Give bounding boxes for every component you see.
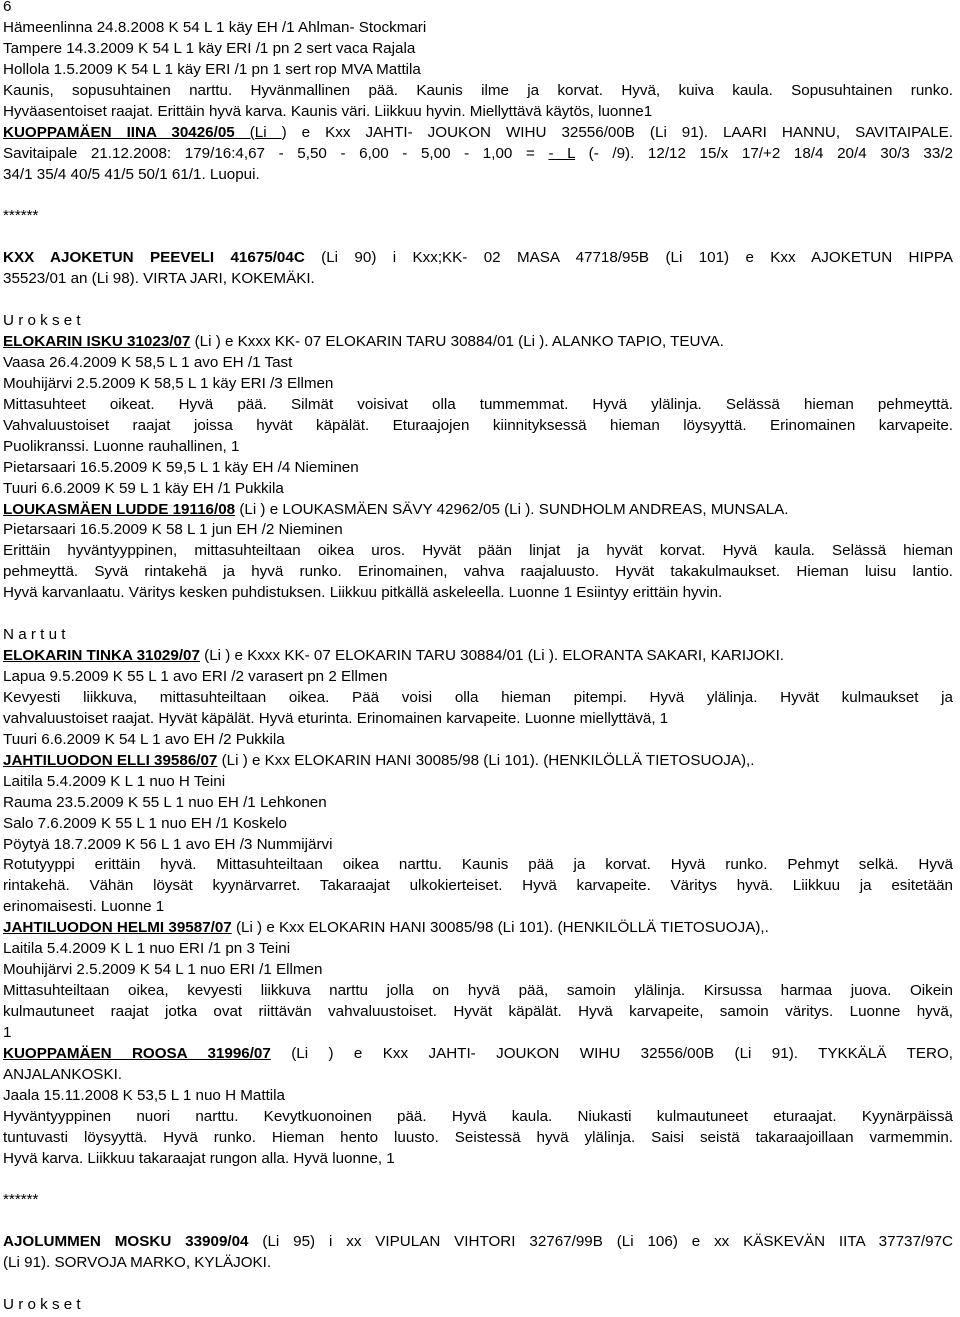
text-segment: erinomaisesti. Luonne 1 — [3, 898, 165, 916]
text-segment: Laitila 5.4.2009 K L 1 nuo ERI /1 pn 3 Teini — [3, 940, 291, 958]
text-segment: (- /9). 12/12 15/x 17/+2 18/4 20/4 30/3 33/2 — [575, 144, 953, 162]
text-line — [3, 1107, 953, 1128]
text-segment: U r o k s e t — [3, 1296, 81, 1314]
text-segment: Savitaipale 21.12.2008: 179/16:4,67 - 5,50 - 6,00 - 5,00 - 1,00 = — [3, 144, 549, 162]
text-line — [3, 458, 953, 479]
blank-line — [3, 604, 953, 625]
text-segment: Hämeenlinna 24.8.2008 K 54 L 1 käy EH /1 Ahlman- Stockmari — [3, 18, 427, 36]
text-segment: (Li ) e Kxx ELOKARIN HANI 30085/98 (Li 101). (HENKILÖLLÄ TIETOSUOJA),. — [217, 751, 755, 769]
blank-line — [3, 185, 953, 206]
text-line — [3, 1128, 953, 1149]
text-line — [3, 18, 953, 39]
text-segment: rintakehä. Vähän löysät kyynärvarret. Takaraajat ulkokierteiset. Hyvä karvapeite. Väritys hyvä. Liikkuu ja esitetään — [3, 877, 953, 895]
text-line — [3, 1044, 953, 1065]
text-line — [3, 479, 953, 500]
text-segment: Kevyesti liikkuva, mittasuhteiltaan oikea. Pää voisi olla hieman pitempi. Hyvä ylälinja. Hyvät kulmaukset ja — [3, 688, 953, 706]
text-line — [3, 269, 953, 290]
text-segment: 6 — [3, 0, 12, 15]
text-line — [3, 981, 953, 1002]
text-segment: 35523/01 an (Li 98). VIRTA JARI, KOKEMÄKI. — [3, 270, 315, 288]
text-line — [3, 60, 953, 81]
text-segment: Vahvaluustoiset raajat joissa hyvät käpälät. Eturaajojen kiinnityksessä hieman löysyyttä. Erinomainen karvapeite. — [3, 416, 953, 434]
dog-name: JAHTILUODON HELMI 39587/07 — [3, 919, 232, 937]
text-segment: Pöytyä 18.7.2009 K 56 L 1 avo EH /3 Nummijärvi — [3, 835, 333, 853]
text-segment: (Li 91). SORVOJA MARKO, KYLÄJOKI. — [3, 1254, 272, 1272]
text-line — [3, 667, 953, 688]
text-line — [3, 855, 953, 876]
dog-name: ELOKARIN TINKA 31029/07 — [3, 647, 200, 665]
text-line — [3, 646, 953, 667]
text-segment: (Li 95) i xx VIPULAN VIHTORI 32767/99B (Li 106) e xx KÄSKEVÄN IITA 37737/97C — [248, 1233, 953, 1251]
document-page — [3, 0, 953, 1316]
text-segment: Puolikranssi. Luonne rauhallinen, 1 — [3, 437, 240, 455]
text-line — [3, 1086, 953, 1107]
text-line — [3, 500, 953, 521]
blank-line — [3, 227, 953, 248]
blank-line — [3, 290, 953, 311]
text-segment: Tuuri 6.6.2009 K 59 L 1 käy EH /1 Pukkila — [3, 479, 284, 497]
text-segment: 1 — [3, 1023, 12, 1041]
text-segment: ANJALANKOSKI. — [3, 1065, 123, 1083]
text-line — [3, 1295, 953, 1316]
text-line — [3, 897, 953, 918]
dog-name: ELOKARIN ISKU 31023/07 — [3, 333, 191, 350]
text-segment: Hyvä karva. Liikkuu takaraajat rungon alla. Hyvä luonne, 1 — [3, 1149, 395, 1167]
text-line — [3, 583, 953, 604]
text-line — [3, 751, 953, 772]
text-line — [3, 1023, 953, 1044]
text-segment: 34/1 35/4 40/5 41/5 50/1 61/1. Luopui. — [3, 165, 260, 183]
text-segment: (Li 90) i Kxx;KK- 02 MASA 47718/95B (Li 101) e Kxx AJOKETUN HIPPA — [304, 249, 953, 267]
text-segment: Hyväasentoiset raajat. Erittäin hyvä karva. Kaunis väri. Liikkuu hyvin. Miellyttävä käytös, luonne1 — [3, 102, 653, 120]
text-line — [3, 730, 953, 751]
text-line — [3, 793, 953, 814]
text-line — [3, 0, 953, 18]
text-segment: Tampere 14.3.2009 K 54 L 1 käy ERI /1 pn 2 sert vaca Rajala — [3, 39, 416, 57]
dog-name: AJOLUMMEN MOSKU 33909/04 — [3, 1233, 249, 1251]
text-line — [3, 144, 953, 165]
text-segment: Jaala 15.11.2008 K 53,5 L 1 nuo H Mattila — [3, 1086, 286, 1104]
text-line — [3, 960, 953, 981]
text-segment: Laitila 5.4.2009 K L 1 nuo H Teini — [3, 772, 226, 790]
blank-line — [3, 1170, 953, 1191]
dog-name: KXX AJOKETUN PEEVELI 41675/04C — [3, 249, 305, 267]
text-line — [3, 520, 953, 541]
text-segment: pehmeyttä. Syvä rintakehä ja hyvä runko. Erinomainen, vahva raajaluusto. Hyvät takakulmaukset. Hieman luisu lantio. — [3, 563, 953, 581]
text-segment: (Li ) e LOUKASMÄEN SÄVY 42962/05 (Li ). SUNDHOLM ANDREAS, MUNSALA. — [235, 500, 789, 518]
text-line — [3, 1253, 953, 1274]
text-line — [3, 835, 953, 856]
text-line — [3, 918, 953, 939]
text-segment: Mittasuhteet oikeat. Hyvä pää. Silmät voisivat olla tummemmat. Hyvä ylälinja. Selässä hieman pehmeyttä. — [3, 395, 953, 413]
dog-name: KUOPPAMÄEN IINA 30426/05 — [3, 123, 235, 141]
text-line — [3, 1065, 953, 1086]
text-segment: Mouhijärvi 2.5.2009 K 54 L 1 nuo ERI /1 Ellmen — [3, 961, 323, 979]
text-segment: vahvaluustoiset raajat. Hyvät käpälät. Hyvä eturinta. Erinomainen karvapeite. Luonne miellyttävä, 1 — [3, 709, 669, 727]
text-line — [3, 1190, 953, 1211]
text-line — [3, 562, 953, 583]
text-line — [3, 102, 953, 123]
text-segment: (Li ) e Kxx ELOKARIN HANI 30085/98 (Li 101). (HENKILÖLLÄ TIETOSUOJA),. — [231, 919, 769, 937]
blank-line — [3, 1274, 953, 1295]
underlined-fragment: (Li — [234, 123, 282, 141]
text-segment: Kaunis, sopusuhtainen narttu. Hyvänmallinen pää. Kaunis ilme ja korvat. Hyvä, kuiva kaula. Sopusuhtainen runko. — [3, 81, 953, 99]
text-segment: Rauma 23.5.2009 K 55 L 1 nuo EH /1 Lehkonen — [3, 793, 327, 811]
text-line — [3, 81, 953, 102]
text-line — [3, 311, 953, 332]
text-line — [3, 1149, 953, 1170]
text-line — [3, 332, 953, 353]
text-segment: Salo 7.6.2009 K 55 L 1 nuo EH /1 Koskelo — [3, 814, 287, 832]
text-line — [3, 248, 953, 269]
text-segment: Mittasuhteiltaan oikea, kevyesti liikkuva narttu jolla on hyvä pää, samoin ylälinja. Kirsussa harmaa juova. Oikein — [3, 982, 953, 1000]
text-segment: Hyväntyyppinen nuori narttu. Kevytkuonoinen pää. Hyvä kaula. Niukasti kulmautuneet eturaajat. Kyynärpäissä — [3, 1107, 953, 1125]
dog-name: LOUKASMÄEN LUDDE 19116/08 — [3, 500, 236, 518]
text-segment: - L — [548, 144, 576, 162]
text-line — [3, 814, 953, 835]
text-fragment: ) e Kxx JAHTI- JOUKON WIHU 32556/00B (Li 91). LAARI HANNU, SAVITAIPALE. — [281, 123, 954, 141]
text-segment: (Li ) e Kxxx KK- 07 ELOKARIN TARU 30884/01 (Li ). ALANKO TAPIO, TEUVA. — [190, 333, 724, 350]
text-segment: Mouhijärvi 2.5.2009 K 58,5 L 1 käy ERI /3 Ellmen — [3, 374, 334, 392]
text-segment: Hyvä karvanlaatu. Väritys kesken puhdistuksen. Liikkuu pitkällä askeleella. Luonne 1 Esiintyy erittäin hyvin. — [3, 584, 723, 602]
text-segment: Lapua 9.5.2009 K 55 L 1 avo ERI /2 varasert pn 2 Ellmen — [3, 668, 388, 685]
text-line — [3, 772, 953, 793]
text-line — [3, 939, 953, 960]
text-line — [3, 709, 953, 730]
text-segment: Tuuri 6.6.2009 K 54 L 1 avo EH /2 Pukkila — [3, 730, 285, 748]
text-line — [3, 876, 953, 897]
text-line — [3, 123, 953, 144]
text-segment: Pietarsaari 16.5.2009 K 59,5 L 1 käy EH /4 Nieminen — [3, 458, 359, 476]
text-line — [3, 688, 953, 709]
text-line — [3, 625, 953, 646]
text-segment: tuntuvasti löysyyttä. Hyvä runko. Hieman hento luusto. Seistessä hyvä ylälinja. Saisi seistä takaraajoillaan varmemmin. — [3, 1128, 953, 1146]
text-segment: U r o k s e t — [3, 312, 81, 330]
text-line — [3, 206, 953, 227]
text-segment: N a r t u t — [3, 626, 66, 644]
dog-name: KUOPPAMÄEN ROOSA 31996/07 — [3, 1044, 271, 1062]
text-line — [3, 1232, 953, 1253]
text-line — [3, 416, 953, 437]
text-segment: Erittäin hyväntyyppinen, mittasuhteiltaan oikea uros. Hyvät pään linjat ja hyvät korvat. Hyvä kaula. Selässä hieman — [3, 542, 953, 560]
text-segment: ****** — [3, 1191, 39, 1209]
text-line — [3, 1002, 953, 1023]
text-line — [3, 353, 953, 374]
text-segment: ****** — [3, 207, 39, 225]
text-segment: kulmautuneet raajat jotka ovat riittävän vahvaluustoiset. Hyvät käpälät. Hyvä karvapeite, samoin väritys. Luonne hyvä, — [3, 1003, 953, 1020]
blank-line — [3, 1211, 953, 1232]
text-segment: Pietarsaari 16.5.2009 K 58 L 1 jun EH /2 Nieminen — [3, 521, 343, 539]
text-segment: (Li ) e Kxx JAHTI- JOUKON WIHU 32556/00B (Li 91). TYKKÄLÄ TERO, — [270, 1044, 953, 1062]
text-segment: Rotutyyppi erittäin hyvä. Mittasuhteiltaan oikea narttu. Kaunis pää ja korvat. Hyvä runko. Pehmyt selkä. Hyvä — [3, 856, 953, 874]
text-segment: (Li ) e Kxxx KK- 07 ELOKARIN TARU 30884/01 (Li ). ELORANTA SAKARI, KARIJOKI. — [199, 647, 785, 665]
dog-name: JAHTILUODON ELLI 39586/07 — [3, 751, 218, 769]
text-segment: Vaasa 26.4.2009 K 58,5 L 1 avo EH /1 Tast — [3, 353, 293, 371]
text-line — [3, 165, 953, 186]
text-line — [3, 437, 953, 458]
text-line — [3, 395, 953, 416]
text-segment — [235, 124, 953, 141]
text-segment: Hollola 1.5.2009 K 54 L 1 käy ERI /1 pn 1 sert rop MVA Mattila — [3, 60, 421, 78]
text-line — [3, 39, 953, 60]
text-line — [3, 541, 953, 562]
text-line — [3, 374, 953, 395]
